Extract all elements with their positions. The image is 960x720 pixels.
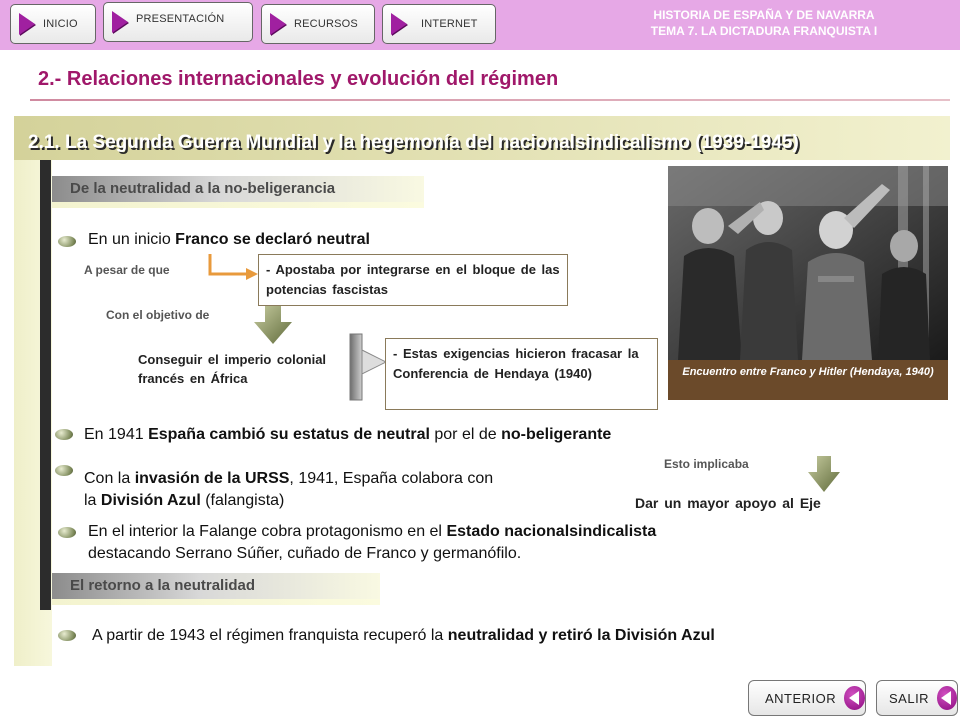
play-triangle-icon (391, 13, 407, 35)
item-text: destacando Serrano Súñer, cuñado de Franco y germanófilo. (88, 545, 522, 562)
esto-implicaba-label: Esto implicaba (664, 457, 749, 471)
anterior-button[interactable] (748, 680, 866, 716)
anterior-label: ANTERIOR (765, 690, 837, 706)
historical-photo-image (668, 166, 948, 360)
item-text: A partir de 1943 el régimen franquista recuperó la (92, 627, 448, 644)
item-bold-text: neutralidad y retiró la División Azul (447, 627, 715, 644)
bullet-icon (55, 429, 73, 440)
con-el-objetivo-label: Con el objetivo de (106, 308, 210, 322)
down-arrow-icon (252, 306, 294, 346)
nav-inicio-button[interactable] (10, 4, 96, 44)
item-retiro-division-azul (92, 627, 715, 645)
title-divider (30, 99, 950, 101)
imperio-colonial-text: Conseguir el imperio colonial francés en África (138, 352, 327, 386)
nav-internet-label: INTERNET (421, 18, 478, 30)
bullet-icon (58, 527, 76, 538)
item-falange (88, 521, 656, 565)
section-header-label: El retorno a la neutralidad (70, 577, 256, 594)
play-triangle-icon (270, 13, 286, 35)
down-arrow-icon (806, 456, 842, 494)
play-triangle-icon (19, 13, 35, 35)
item-text: Con la (84, 470, 135, 487)
item-text: En 1941 (84, 426, 149, 443)
back-arrow-icon (844, 686, 865, 710)
item-text: , 1941, España colabora con (289, 470, 494, 487)
photo-caption: Encuentro entre Franco y Hitler (Hendaya, 1940) (668, 360, 948, 400)
item-text: por el de (429, 426, 502, 443)
section-underline (52, 202, 424, 208)
item-bold-text: invasión de la URSS (134, 470, 290, 487)
box-conferencia-hendaya: - Estas exigencias hicieron fracasar la Conferencia de Hendaya (1940) (385, 338, 658, 410)
franco-hitler-photo (668, 166, 948, 360)
section-subtitle: 2.1. La Segunda Guerra Mundial y la hegemonía del nacionalsindicalismo (1939-1945) (28, 132, 799, 153)
box-potencias-fascistas: - Apostaba por integrarse en el bloque de las potencias fascistas (258, 254, 568, 306)
item-text: En un inicio (88, 231, 176, 248)
nav-presentacion-label: PRESENTACIÓN (136, 13, 225, 25)
nav-recursos-label: RECURSOS (294, 18, 358, 30)
salir-label: SALIR (889, 690, 930, 706)
item-division-azul (84, 468, 493, 512)
mayor-apoyo-eje-text: Dar un mayor apoyo al Eje (635, 495, 821, 511)
item-bold-text: División Azul (100, 492, 201, 509)
item-bold-text: Estado nacionalsindicalista (446, 523, 657, 540)
section-header-retorno (52, 573, 380, 605)
connector-arrow-icon (206, 252, 262, 280)
item-text: la (84, 492, 101, 509)
course-header-line1: HISTORIA DE ESPAÑA Y DE NAVARRA (653, 8, 875, 22)
section-header-label: De la neutralidad a la no-beligerancia (70, 180, 336, 197)
nav-presentacion-button[interactable] (103, 2, 253, 42)
item-bold-text: Franco se declaró neutral (175, 231, 370, 248)
page-title: 2.- Relaciones internacionales y evolución del régimen (38, 68, 559, 90)
a-pesar-de-que-label: A pesar de que (84, 263, 170, 277)
bullet-icon (55, 465, 73, 476)
play-triangle-icon (112, 11, 128, 33)
item-bold-text: España cambió su estatus de neutral (148, 426, 430, 443)
salir-button[interactable] (876, 680, 958, 716)
item-text: (falangista) (200, 492, 285, 509)
item-franco-neutral (88, 231, 370, 249)
bullet-icon (58, 236, 76, 247)
bracket-arrow-icon (348, 332, 390, 402)
section-header-neutralidad (52, 176, 424, 208)
nav-recursos-button[interactable] (261, 4, 375, 44)
nav-inicio-label: INICIO (43, 18, 78, 30)
nav-internet-button[interactable] (382, 4, 496, 44)
item-no-beligerante (84, 426, 611, 444)
exit-arrow-icon (937, 686, 957, 710)
course-header (604, 7, 924, 39)
bullet-icon (58, 630, 76, 641)
item-bold-text: no-beligerante (501, 426, 612, 443)
section-underline (52, 599, 380, 605)
left-dark-bar (40, 160, 51, 610)
course-header-line2: TEMA 7. LA DICTADURA FRANQUISTA I (650, 24, 878, 38)
item-text: En el interior la Falange cobra protagonismo en el (88, 523, 447, 540)
